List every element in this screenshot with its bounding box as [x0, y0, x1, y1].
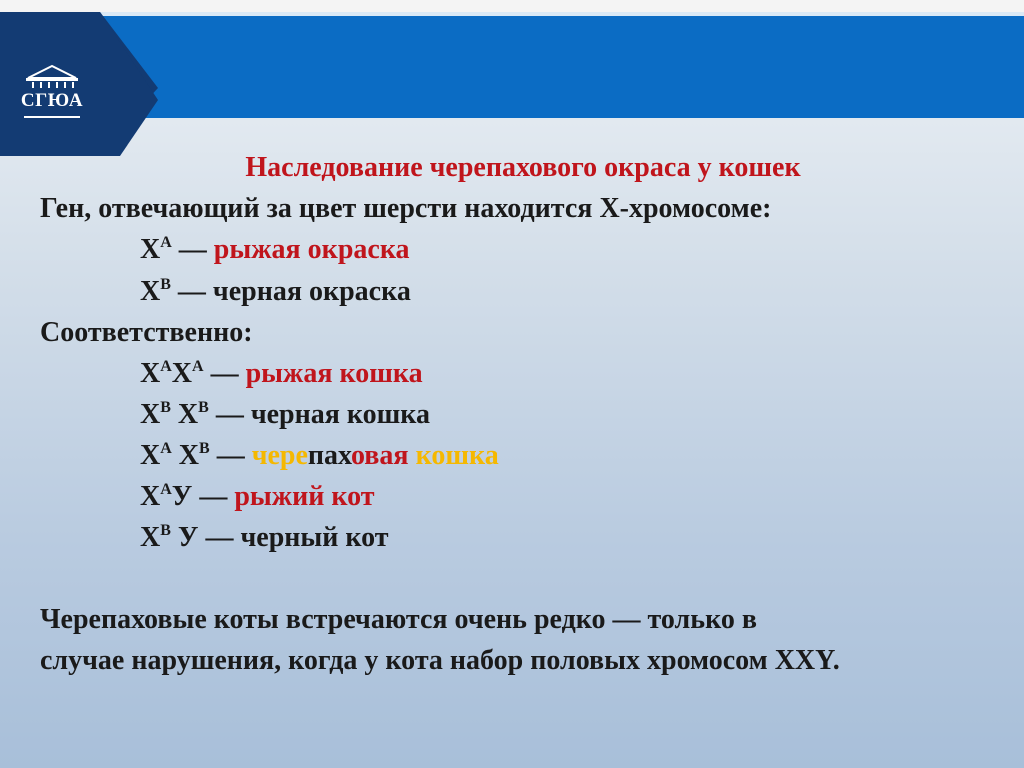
allele-superscript: A — [192, 358, 204, 375]
chromosome-x: X — [171, 440, 200, 471]
gene-b-description: черная окраска — [212, 276, 411, 307]
chromosome-x: X — [140, 358, 161, 389]
allele-superscript: A — [160, 358, 172, 375]
intro-line: Ген, отвечающий за цвет шерсти находится X-хромосоме: — [40, 193, 772, 224]
allele-superscript: A — [160, 440, 172, 457]
allele-superscript: A — [160, 234, 172, 251]
tortoiseshell-space — [409, 440, 416, 471]
accordingly-line: Соответственно: — [40, 317, 253, 348]
slide-title: Наследование черепахового окраса у кошек — [245, 152, 801, 183]
genotype-line-2 — [140, 399, 430, 431]
allele-superscript: B — [199, 440, 210, 457]
chromosome-x: X — [140, 440, 161, 471]
chromosome-x: X — [140, 522, 161, 553]
tortoiseshell-part-2: пах — [307, 440, 351, 471]
dash: — — [203, 358, 246, 389]
allele-superscript: B — [160, 276, 171, 293]
genotype-line-1 — [140, 358, 423, 390]
chromosome-x: X — [140, 399, 161, 430]
chromosome-x: X — [171, 358, 193, 389]
tortoiseshell-part-1: чере — [251, 440, 308, 471]
allele-superscript: B — [160, 399, 171, 416]
dash: — — [208, 399, 251, 430]
genotype-line-3 — [140, 440, 499, 472]
note-line-1: Черепаховые коты встречаются очень редко — только в — [40, 604, 757, 635]
chromosome-y: У — [171, 481, 193, 512]
gene-b-line — [140, 276, 411, 308]
chromosome-x: X — [140, 234, 161, 265]
gene-a-description: рыжая окраска — [213, 234, 410, 265]
tortoiseshell-part-3: овая — [351, 440, 409, 471]
genotype-line-5 — [140, 522, 389, 554]
allele-superscript: B — [198, 399, 209, 416]
dash: — — [209, 440, 252, 471]
allele-superscript: A — [160, 481, 172, 498]
chromosome-x: X — [170, 399, 199, 430]
dash: — — [198, 522, 241, 553]
genotype-description: черный кот — [240, 522, 389, 553]
allele-superscript: B — [160, 522, 171, 539]
genotype-description: рыжий кот — [234, 481, 375, 512]
chromosome-x: X — [140, 481, 161, 512]
genotype-description: рыжая кошка — [245, 358, 423, 389]
note-line-2: случае нарушения, когда у кота набор половых хромосом XXY. — [40, 645, 840, 676]
chromosome-x: X — [140, 276, 161, 307]
genotype-line-4 — [140, 481, 375, 513]
gene-a-line — [140, 234, 410, 266]
genotype-description: черная кошка — [250, 399, 430, 430]
chromosome-y: У — [170, 522, 199, 553]
tortoiseshell-part-4: кошка — [415, 440, 499, 471]
dash: — — [170, 276, 213, 307]
logo-text: СГЮА — [20, 90, 84, 111]
dash: — — [192, 481, 235, 512]
dash: — — [171, 234, 214, 265]
